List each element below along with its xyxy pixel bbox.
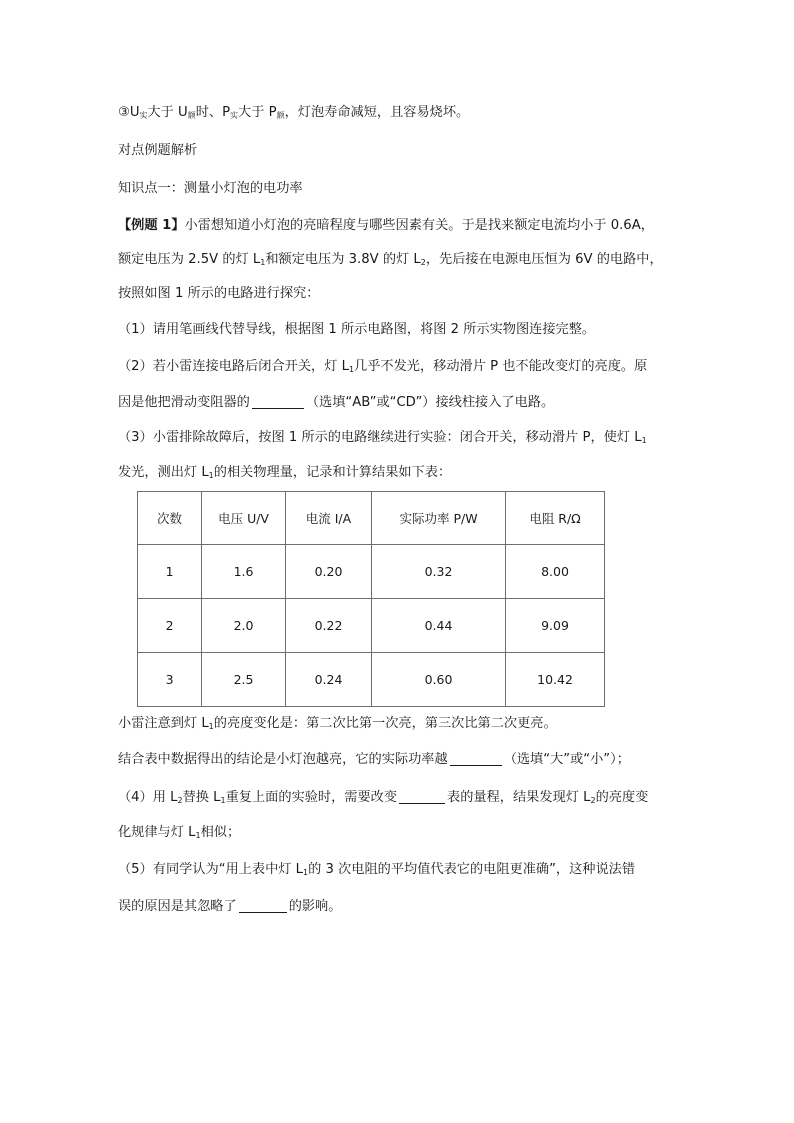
question-3-line-1 xyxy=(118,428,688,448)
answer-blank[interactable] xyxy=(252,394,304,409)
subscript: 额 xyxy=(276,111,285,120)
question-1: （1）请用笔画线代替导线，根据图 1 所示电路图，将图 2 所示实物图连接完整。 xyxy=(118,322,596,337)
text: 的相关物理量，记录和计算结果如下表： xyxy=(213,465,452,480)
question-4-line-1 xyxy=(118,788,688,808)
knowledge-heading: 知识点一：测量小灯泡的电功率 xyxy=(118,181,303,196)
text: （3）小雷排除故障后，按图 1 所示的电路继续进行实验：闭合开关，移动滑片 P，使灯 L xyxy=(118,430,642,445)
section-heading: 对点例题解析 xyxy=(118,143,198,158)
table-cell: 2.5 xyxy=(202,653,286,707)
table-cell: 9.09 xyxy=(506,599,605,653)
table-cell: 0.44 xyxy=(371,599,505,653)
subscript: 1 xyxy=(195,831,201,840)
conclusion-line xyxy=(118,750,688,770)
subscript: 1 xyxy=(220,796,226,805)
table-cell: 1 xyxy=(138,545,202,599)
text: ③U xyxy=(118,105,140,120)
text: 表的量程，结果发现灯 L xyxy=(447,790,591,805)
text: 和额定电压为 3.8V 的灯 L xyxy=(265,252,421,267)
table-row xyxy=(138,545,605,599)
text: 重复上面的实验时，需要改变 xyxy=(225,790,398,805)
text-line-overload xyxy=(118,103,688,123)
observation-line xyxy=(118,714,688,734)
table-header-cell: 实际功率 P/W xyxy=(371,492,505,545)
subscript: 1 xyxy=(208,471,214,480)
question-3-line-2 xyxy=(118,463,688,483)
example-label: 【例题 1】 xyxy=(118,218,185,233)
table-cell: 2 xyxy=(138,599,202,653)
subscript: 2 xyxy=(177,796,183,805)
text: （选填“AB”或“CD”）接线柱接入了电路。 xyxy=(305,395,555,410)
text: ，灯泡寿命减短，且容易烧坏。 xyxy=(284,105,470,120)
table-header-cell: 次数 xyxy=(138,492,202,545)
table-cell: 0.20 xyxy=(286,545,372,599)
table-row xyxy=(138,599,605,653)
text: 小雷想知道小灯泡的亮暗程度与哪些因素有关。于是找来额定电流均小于 0.6A， xyxy=(184,218,654,233)
question-5-line-1 xyxy=(118,860,688,880)
table-header-cell: 电阻 R/Ω xyxy=(506,492,605,545)
text: 的亮度变化是：第二次比第一次亮，第三次比第二次更亮。 xyxy=(213,716,557,731)
text: 因是他把滑动变阻器的 xyxy=(118,395,250,410)
text: （4）用 L xyxy=(118,790,178,805)
text: 大于 U xyxy=(147,105,188,120)
text: 小雷注意到灯 L xyxy=(118,716,209,731)
text: 替换 L xyxy=(182,790,221,805)
question-2-line-2 xyxy=(118,393,688,413)
text: 的影响。 xyxy=(288,899,342,914)
text: 化规律与灯 L xyxy=(118,825,196,840)
results-table xyxy=(137,491,605,707)
text: 时、P xyxy=(195,105,231,120)
text: 额定电压为 2.5V 的灯 L xyxy=(118,252,261,267)
subscript: 1 xyxy=(303,868,309,877)
text: 几乎不发光，移动滑片 P 也不能改变灯的亮度。原 xyxy=(354,359,648,374)
table-cell: 0.22 xyxy=(286,599,372,653)
table-row xyxy=(138,653,605,707)
text: 的亮度变 xyxy=(595,790,649,805)
question-2-line-1 xyxy=(118,357,688,377)
table-cell: 0.60 xyxy=(371,653,505,707)
table-cell: 10.42 xyxy=(506,653,605,707)
example-line-3: 按照如图 1 所示的电路进行探究： xyxy=(118,286,320,301)
subscript: 2 xyxy=(590,796,596,805)
text: 的 3 次电阻的平均值代表它的电阻更准确”，这种说法错 xyxy=(308,862,636,877)
table-cell: 1.6 xyxy=(202,545,286,599)
subscript: 1 xyxy=(641,436,647,445)
answer-blank[interactable] xyxy=(399,789,445,804)
text: 相似； xyxy=(200,825,241,840)
table-cell: 0.32 xyxy=(371,545,505,599)
text: （5）有同学认为“用上表中灯 L xyxy=(118,862,304,877)
subscript: 1 xyxy=(348,365,355,374)
subscript: 2 xyxy=(420,258,426,267)
subscript: 1 xyxy=(208,722,214,731)
text: ，先后接在电源电压恒为 6V 的电路中， xyxy=(425,252,663,267)
table-cell: 8.00 xyxy=(506,545,605,599)
table-cell: 2.0 xyxy=(202,599,286,653)
question-4-line-2 xyxy=(118,823,688,843)
text: 大于 P xyxy=(238,105,277,120)
table-header-row xyxy=(138,492,605,545)
table-cell: 3 xyxy=(138,653,202,707)
table-header-cell: 电压 U/V xyxy=(202,492,286,545)
subscript: 实 xyxy=(139,111,148,120)
question-5-line-2 xyxy=(118,897,688,917)
text: （2）若小雷连接电路后闭合开关，灯 L xyxy=(118,359,349,374)
text: （选填“大”或“小”）； xyxy=(503,752,630,767)
answer-blank[interactable] xyxy=(450,751,502,766)
example-line-1 xyxy=(118,216,688,236)
text: 结合表中数据得出的结论是小灯泡越亮，它的实际功率越 xyxy=(118,752,448,767)
example-line-2 xyxy=(118,250,688,270)
subscript: 实 xyxy=(230,111,239,120)
text: 误的原因是其忽略了 xyxy=(118,899,237,914)
subscript: 1 xyxy=(260,258,266,267)
table-header-cell: 电流 I/A xyxy=(286,492,372,545)
text: 发光，测出灯 L xyxy=(118,465,209,480)
table-cell: 0.24 xyxy=(286,653,372,707)
subscript: 额 xyxy=(187,111,196,120)
answer-blank[interactable] xyxy=(239,898,287,913)
